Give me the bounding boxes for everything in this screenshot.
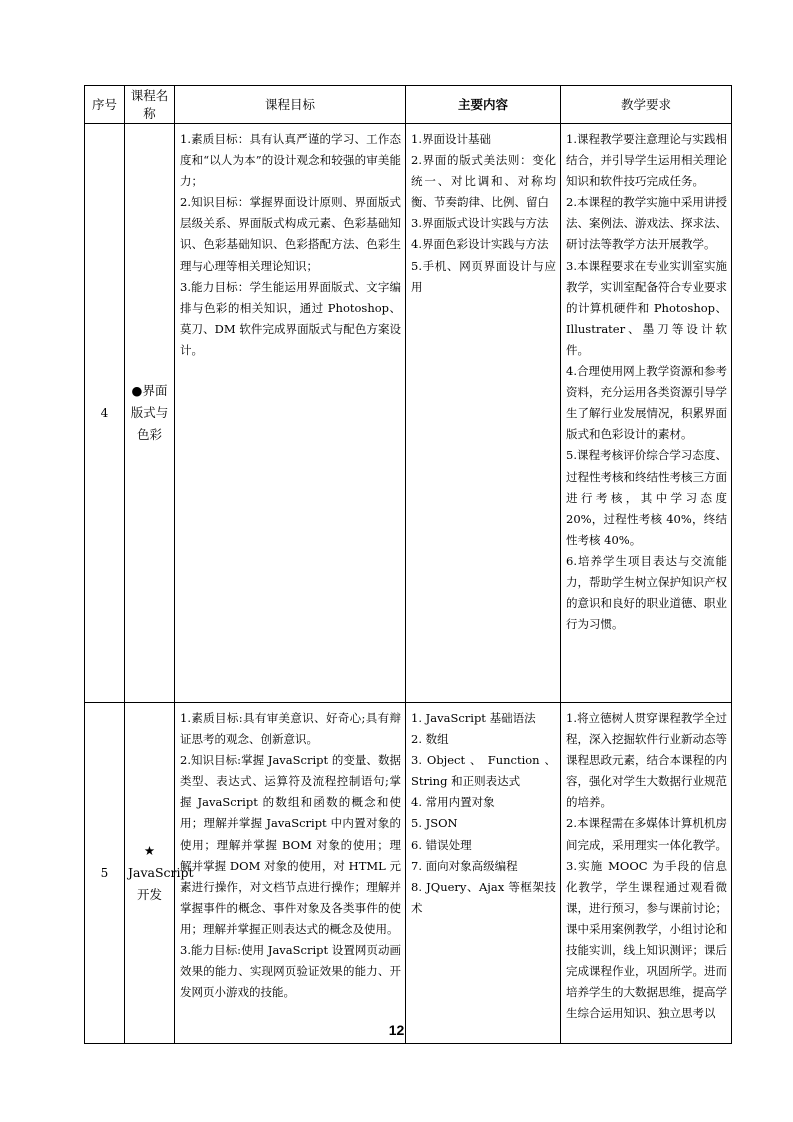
page-number: 12	[388, 1022, 405, 1038]
teaching-requirement-cell	[561, 124, 732, 703]
table-row	[85, 124, 732, 703]
content-item: 6. 错误处理	[411, 837, 472, 852]
curriculum-table	[84, 85, 732, 1044]
requirement-item: 3.本课程要求在专业实训室实施教学，实训室配备符合专业要求的计算机硬件和 Photoshop、Illustrater、墨刀等设计软件。	[566, 258, 727, 357]
header-teaching-requirement: 教学要求	[561, 86, 732, 124]
content-item: 8. JQuery、Ajax 等框架技术	[411, 879, 556, 915]
content-item: 7. 面向对象高级编程	[411, 858, 518, 873]
row-number: 5	[85, 703, 125, 1044]
requirement-item: 3.实施 MOOC 为手段的信息化教学，学生课程通过观看微课，进行预习，参与课前讨论；课中采用案例教学，小组讨论和技能实训，线上知识测评；课后完成课程作业，巩固所学。进而培养学生的大数据思维，提高学生综合运用知识、独立思考以	[566, 858, 727, 1021]
content-item: 2. 数组	[411, 732, 449, 747]
requirement-item: 6.培养学生项目表达与交流能力，帮助学生树立保护知识产权的意识和良好的职业道德、职业行为习惯。	[566, 553, 727, 632]
header-main-content: 主要内容	[406, 86, 561, 124]
content-item: 3. Object 、 Function 、 String 和正则表达式	[411, 753, 556, 789]
goal-item: 1.素质目标:具有审美意识、好奇心;具有辩证思考的观念、创新意识。	[180, 711, 401, 747]
requirement-item: 1.课程教学要注意理论与实践相结合，并引导学生运用相关理论知识和软件技巧完成任务。	[566, 132, 727, 189]
content-item: 1.界面设计基础	[411, 132, 491, 146]
goal-item: 3.能力目标:使用 JavaScript 设置网页动画效果的能力、实现网页验证效果的能力、开发网页小游戏的技能。	[180, 943, 401, 1000]
header-course-goal: 课程目标	[175, 86, 406, 124]
requirement-item: 2.本课程的教学实施中采用讲授法、案例法、游戏法、探求法、研讨法等教学方法开展教学。	[566, 195, 727, 252]
header-no: 序号	[85, 86, 125, 124]
main-content-cell	[406, 124, 561, 703]
main-content-cell	[406, 703, 561, 1044]
content-item: 5. JSON	[411, 816, 458, 831]
content-item: 1. JavaScript 基础语法	[411, 711, 536, 725]
content-item: 4. 常用内置对象	[411, 795, 495, 810]
table-header-row	[85, 86, 732, 124]
header-course-name: 课程名称	[125, 86, 175, 124]
goal-item: 2.知识目标:掌握 JavaScript 的变量、数据类型、表达式、运算符及流程控制语句;掌握 JavaScript 的数组和函数的概念和使用；理解并掌握 JavaScript 中内置对象的使用；理解并掌握 BOM 对象的使用；理解并掌握 DOM 对象的使用，对 HTML 元素进行操作，对文档节点进行操作；理解并掌握事件的概念、事件对象及各类事件的使用；理解并掌握正则表达式的概念及使用。	[180, 753, 401, 936]
course-goal-cell	[175, 703, 406, 1044]
row-number: 4	[85, 124, 125, 703]
goal-item: 3.能力目标：学生能运用界面版式、文字编排与色彩的相关知识，通过 Photoshop、莫刀、DM 软件完成界面版式与配色方案设计。	[180, 279, 401, 357]
course-goal-cell	[175, 124, 406, 703]
requirement-item: 1.将立德树人贯穿课程教学全过程，深入挖掘软件行业新动态等课程思政元素，结合本课程的内容，强化对学生大数据行业规范的培养。	[566, 711, 727, 810]
teaching-requirement-cell	[561, 703, 732, 1044]
goal-item: 2.知识目标：掌握界面设计原则、界面版式层级关系、界面版式构成元素、色彩基础知识、色彩基础知识、色彩搭配方法、色彩生理与心理等相关理论知识；	[180, 195, 401, 273]
course-name: ★ JavaScript 开发	[125, 703, 175, 1044]
requirement-item: 4.合理使用网上教学资源和参考资料，充分运用各类资源引导学生了解行业发展情况，积累界面版式和色彩设计的素材。	[566, 364, 727, 442]
requirement-item: 5.课程考核评价综合学习态度、过程性考核和终结性考核三方面进行考核，其中学习态度 20%，过程性考核 40%，终结性考核 40%。	[566, 448, 727, 547]
content-item: 4.界面色彩设计实践与方法	[411, 237, 549, 252]
course-name: ●界面版式与色彩	[125, 124, 175, 703]
goal-item: 1.素质目标：具有认真严谨的学习、工作态度和“以人为本”的设计观念和较强的审美能力；	[180, 132, 401, 189]
content-item: 2.界面的版式美法则：变化统一、对比调和、对称均衡、节奏韵律、比例、留白	[411, 153, 556, 210]
table-row	[85, 703, 732, 1044]
content-item: 5.手机、网页界面设计与应用	[411, 258, 556, 294]
requirement-item: 2.本课程需在多媒体计算机机房间完成，采用理实一体化教学。	[566, 816, 727, 852]
content-item: 3.界面版式设计实践与方法	[411, 216, 549, 231]
